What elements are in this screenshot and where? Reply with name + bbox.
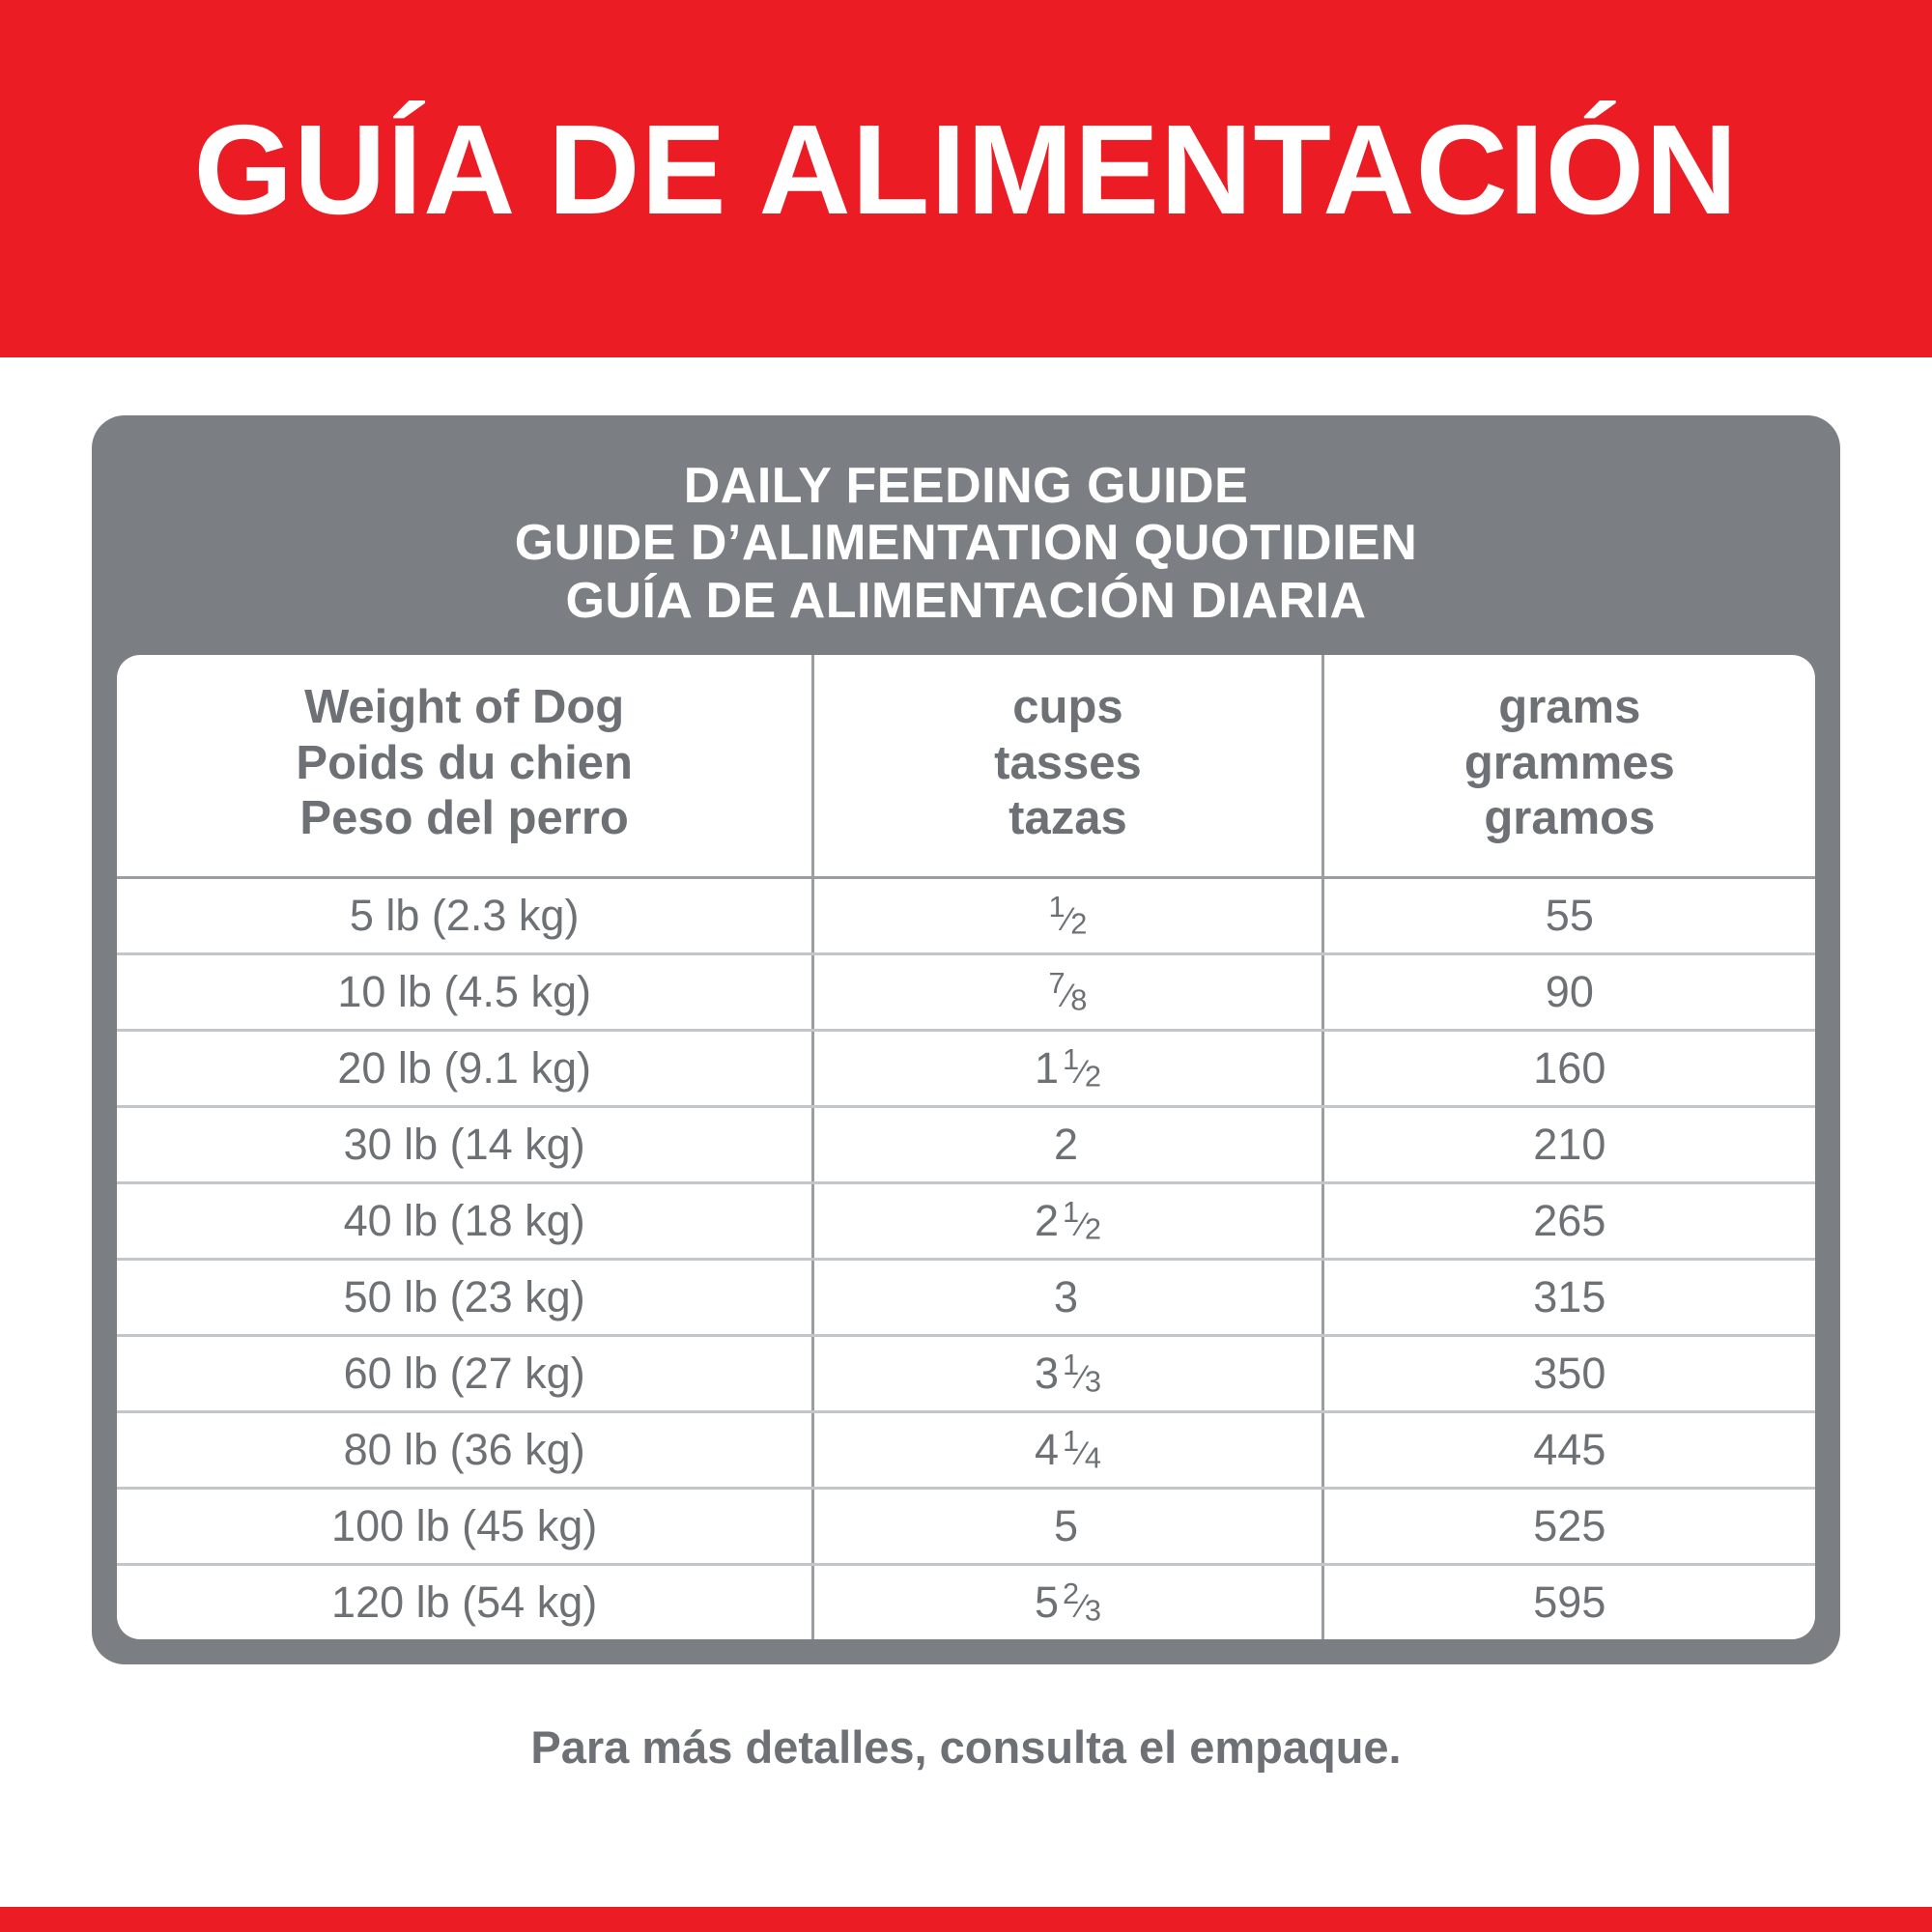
cell-cups: 4 1⁄4 bbox=[813, 1412, 1322, 1489]
table-row bbox=[117, 1031, 1815, 1107]
card-heading-line-es: GUÍA DE ALIMENTACIÓN DIARIA bbox=[565, 572, 1367, 629]
table-row bbox=[117, 1260, 1815, 1336]
cell-grams: 525 bbox=[1322, 1489, 1815, 1565]
bottom-accent-strip bbox=[0, 1907, 1932, 1932]
column-header-cups-es: tazas bbox=[1009, 792, 1127, 845]
cell-cups: 2 1⁄2 bbox=[813, 1183, 1322, 1260]
cell-cups: 2 bbox=[813, 1107, 1322, 1183]
cell-grams: 160 bbox=[1322, 1031, 1815, 1107]
column-header-weight-en: Weight of Dog bbox=[304, 680, 625, 733]
column-header-weight bbox=[117, 655, 813, 878]
cell-weight: 5 lb (2.3 kg) bbox=[117, 878, 813, 954]
cell-grams: 445 bbox=[1322, 1412, 1815, 1489]
cell-weight: 40 lb (18 kg) bbox=[117, 1183, 813, 1260]
cell-grams: 350 bbox=[1322, 1336, 1815, 1412]
card-heading bbox=[117, 440, 1815, 655]
card-heading-line-en: DAILY FEEDING GUIDE bbox=[683, 458, 1249, 514]
table-row bbox=[117, 1183, 1815, 1260]
table-row bbox=[117, 1565, 1815, 1640]
cell-grams: 90 bbox=[1322, 954, 1815, 1031]
table-header-row bbox=[117, 655, 1815, 878]
cell-cups: 3 bbox=[813, 1260, 1322, 1336]
column-header-cups-fr: tasses bbox=[994, 736, 1142, 789]
table-body bbox=[117, 878, 1815, 1640]
column-header-cups-en: cups bbox=[1012, 680, 1123, 733]
cell-weight: 30 lb (14 kg) bbox=[117, 1107, 813, 1183]
cell-cups: 1⁄2 bbox=[813, 878, 1322, 954]
cell-cups: 5 bbox=[813, 1489, 1322, 1565]
table-row bbox=[117, 954, 1815, 1031]
banner bbox=[0, 0, 1932, 357]
cell-weight: 120 lb (54 kg) bbox=[331, 1577, 598, 1628]
cell-weight: 10 lb (4.5 kg) bbox=[117, 954, 813, 1031]
column-header-grams-fr: grammes bbox=[1463, 736, 1675, 789]
cell-weight: 80 lb (36 kg) bbox=[117, 1412, 813, 1489]
cell-grams: 265 bbox=[1322, 1183, 1815, 1260]
column-header-grams-es: gramos bbox=[1484, 792, 1656, 845]
column-header-grams-en: grams bbox=[1498, 680, 1641, 733]
table-row bbox=[117, 1489, 1815, 1565]
cell-grams: 315 bbox=[1322, 1260, 1815, 1336]
cell-weight: 60 lb (27 kg) bbox=[117, 1336, 813, 1412]
page-title: GUÍA DE ALIMENTACIÓN bbox=[193, 99, 1739, 241]
card-heading-line-fr: GUIDE D’ALIMENTATION QUOTIDIEN bbox=[514, 515, 1418, 572]
cell-cups: 7⁄8 bbox=[813, 954, 1322, 1031]
cell-weight: 50 lb (23 kg) bbox=[117, 1260, 813, 1336]
feeding-guide-card bbox=[92, 415, 1840, 1664]
cell-grams: 210 bbox=[1322, 1107, 1815, 1183]
table-row bbox=[117, 1412, 1815, 1489]
cell-cups: 1 1⁄2 bbox=[813, 1031, 1322, 1107]
feeding-table bbox=[117, 655, 1815, 1639]
cell-cups: 3 1⁄3 bbox=[813, 1336, 1322, 1412]
cell-cups: 5 2⁄3 bbox=[813, 1565, 1322, 1640]
content-area bbox=[0, 357, 1932, 1932]
column-header-weight-es: Peso del perro bbox=[299, 792, 629, 845]
cell-grams: 55 bbox=[1322, 878, 1815, 954]
table-row bbox=[117, 1336, 1815, 1412]
cell-weight: 20 lb (9.1 kg) bbox=[117, 1031, 813, 1107]
cell-grams: 595 bbox=[1322, 1565, 1815, 1640]
column-header-cups bbox=[813, 655, 1322, 878]
column-header-grams bbox=[1322, 655, 1815, 878]
footer-note: Para más detalles, consulta el empaque. bbox=[530, 1721, 1402, 1774]
cell-weight: 100 lb (45 kg) bbox=[117, 1489, 813, 1565]
column-header-weight-fr: Poids du chien bbox=[296, 736, 633, 789]
table-row bbox=[117, 1107, 1815, 1183]
table-row bbox=[117, 878, 1815, 954]
